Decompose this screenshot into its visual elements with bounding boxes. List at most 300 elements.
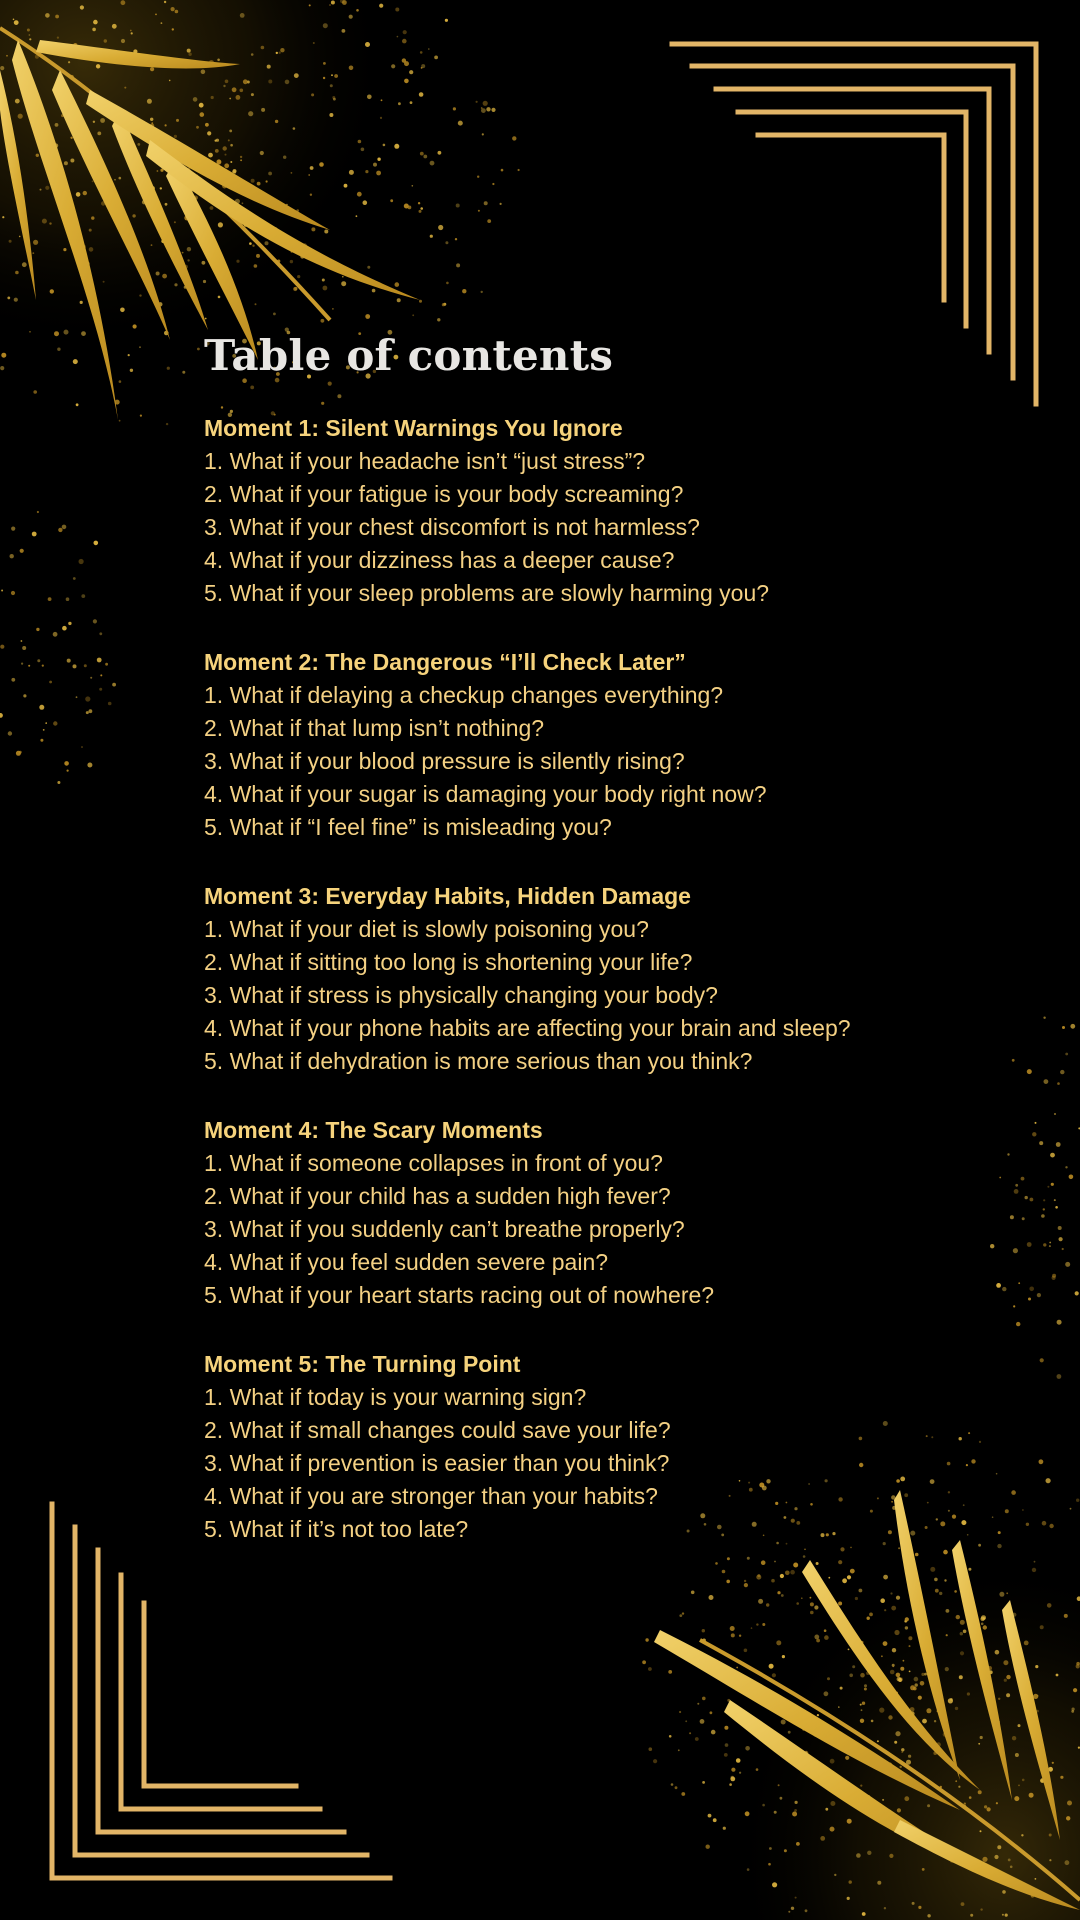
glitter-speck (774, 1811, 777, 1814)
glitter-speck (420, 207, 423, 210)
glitter-speck (702, 1629, 705, 1632)
glitter-speck (268, 172, 272, 176)
glitter-speck (32, 252, 34, 254)
page-title: Table of contents (204, 331, 614, 380)
section-heading: Moment 2: The Dangerous “I’ll Check Later” (204, 649, 686, 675)
glitter-speck (955, 1780, 957, 1782)
glitter-speck (1014, 1796, 1019, 1801)
glitter-speck (922, 1719, 927, 1724)
glitter-speck (49, 222, 51, 224)
glitter-speck (42, 665, 44, 667)
glitter-speck (162, 274, 167, 279)
glitter-speck (1032, 1568, 1036, 1572)
glitter-speck (215, 140, 217, 142)
glitter-speck (912, 1902, 915, 1905)
glitter-speck (438, 151, 442, 155)
glitter-speck (40, 739, 43, 742)
glitter-speck (1062, 1248, 1064, 1250)
glitter-speck (1029, 1287, 1034, 1292)
glitter-speck (15, 271, 19, 275)
glitter-speck (11, 527, 15, 531)
glitter-speck (23, 694, 26, 697)
glitter-speck (224, 163, 229, 168)
list-item: 5. What if “I feel fine” is misleading you? (204, 814, 612, 840)
glitter-speck (404, 79, 409, 84)
glitter-speck (10, 554, 14, 558)
glitter-speck (1012, 1736, 1016, 1740)
glitter-speck (230, 144, 233, 147)
glitter-speck (679, 1614, 682, 1617)
glitter-speck (869, 1613, 873, 1617)
glitter-speck (747, 1868, 750, 1871)
list-item: 1. What if someone collapses in front of you? (204, 1150, 663, 1176)
glitter-speck (430, 161, 435, 166)
glitter-speck (795, 1897, 797, 1899)
glitter-speck (419, 210, 422, 213)
glitter-speck (330, 84, 333, 87)
glitter-speck (980, 1830, 982, 1832)
glitter-speck (377, 158, 380, 161)
glitter-speck (236, 95, 241, 100)
glitter-speck (999, 1592, 1004, 1597)
glitter-speck (349, 15, 353, 19)
glitter-speck (1047, 1186, 1049, 1188)
glitter-speck (76, 696, 78, 698)
glitter-speck (397, 36, 399, 38)
glitter-speck (108, 702, 112, 706)
glitter-speck (394, 144, 399, 149)
glitter-speck (792, 1812, 797, 1817)
glitter-speck (208, 153, 213, 158)
glitter-speck (708, 1814, 712, 1818)
glitter-speck (669, 1735, 672, 1738)
glitter-speck (367, 95, 372, 100)
glitter-speck (824, 1629, 827, 1632)
glitter-speck (252, 245, 254, 247)
glitter-speck (218, 222, 223, 227)
glitter-speck (124, 87, 126, 89)
glitter-speck (1049, 1834, 1052, 1837)
glitter-speck (207, 131, 211, 135)
list-item: 2. What if your child has a sudden high fever? (204, 1183, 671, 1209)
glitter-speck (261, 108, 265, 112)
glitter-speck (830, 1827, 835, 1832)
glitter-speck (745, 1746, 750, 1751)
glitter-speck (174, 221, 176, 223)
glitter-speck (905, 1626, 908, 1629)
glitter-speck (958, 1786, 960, 1788)
glitter-speck (11, 591, 15, 595)
glitter-speck (160, 187, 162, 189)
glitter-speck (331, 74, 333, 76)
glitter-speck (1043, 1199, 1045, 1201)
glitter-speck (1056, 1142, 1061, 1147)
list-item: 1. What if today is your warning sign? (204, 1384, 587, 1410)
glitter-speck (909, 1645, 911, 1647)
glitter-speck (365, 42, 370, 47)
glitter-speck (824, 1691, 829, 1696)
glitter-speck (256, 254, 260, 258)
glitter-speck (58, 528, 62, 532)
glitter-speck (81, 331, 86, 336)
glitter-speck (1039, 1141, 1043, 1145)
glitter-speck (171, 7, 175, 11)
glitter-speck (518, 169, 520, 171)
glitter-speck (724, 1753, 728, 1757)
glitter-speck (397, 298, 401, 302)
glitter-speck (187, 247, 191, 251)
glitter-speck (421, 67, 423, 69)
glitter-speck (723, 1827, 726, 1830)
glitter-speck (193, 97, 198, 102)
glitter-speck (1040, 1358, 1044, 1362)
glitter-speck (43, 729, 45, 731)
glitter-speck (884, 1609, 886, 1611)
glitter-speck (1057, 1320, 1062, 1325)
glitter-speck (119, 177, 122, 180)
glitter-speck (948, 1698, 953, 1703)
glitter-speck (1002, 1890, 1006, 1894)
glitter-speck (128, 354, 130, 356)
glitter-speck (860, 1719, 864, 1723)
glitter-speck (155, 14, 157, 16)
glitter-speck (768, 1863, 771, 1866)
list-item: 3. What if stress is physically changing your body? (204, 982, 718, 1008)
glitter-speck (45, 13, 50, 18)
glitter-speck (1026, 1523, 1029, 1526)
glitter-speck (342, 29, 346, 33)
glitter-speck (21, 663, 23, 665)
glitter-speck (22, 646, 26, 650)
list-item: 2. What if your fatigue is your body screaming? (204, 481, 684, 507)
glitter-speck (229, 130, 232, 133)
glitter-speck (830, 1759, 835, 1764)
glitter-speck (817, 1714, 819, 1716)
glitter-speck (68, 622, 71, 625)
glitter-speck (255, 303, 257, 305)
list-item: 3. What if your chest discomfort is not harmless? (204, 514, 700, 540)
glitter-speck (130, 30, 132, 32)
glitter-speck (679, 1711, 681, 1713)
glitter-speck (1034, 1561, 1036, 1563)
glitter-speck (1028, 1298, 1031, 1301)
glitter-speck (57, 781, 60, 784)
glitter-speck (64, 761, 69, 766)
glitter-speck (713, 1818, 717, 1822)
glitter-speck (37, 659, 40, 662)
glitter-speck (201, 70, 206, 75)
glitter-speck (1040, 1625, 1044, 1629)
glitter-speck (42, 219, 47, 224)
glitter-speck (53, 721, 57, 725)
glitter-speck (825, 1808, 828, 1811)
glitter-speck (11, 678, 15, 682)
glitter-speck (960, 1632, 963, 1635)
glitter-speck (910, 1685, 915, 1690)
glitter-speck (1042, 1521, 1047, 1526)
glitter-speck (645, 1638, 648, 1641)
glitter-speck (91, 216, 94, 219)
glitter-speck (379, 4, 383, 8)
list-item: 1. What if delaying a checkup changes everything? (204, 682, 724, 708)
glitter-speck (830, 1801, 835, 1806)
glitter-speck (260, 151, 264, 155)
glitter-speck (210, 206, 214, 210)
glitter-speck (442, 303, 445, 306)
glitter-speck (1010, 1866, 1013, 1869)
glitter-speck (1073, 1688, 1077, 1692)
glitter-speck (1024, 1641, 1029, 1646)
glitter-speck (19, 751, 22, 754)
glitter-speck (293, 127, 296, 130)
glitter-speck (133, 324, 137, 328)
glitter-speck (276, 52, 278, 54)
glitter-speck (824, 1635, 829, 1640)
glitter-speck (897, 1808, 901, 1812)
glitter-speck (402, 39, 407, 44)
glitter-speck (849, 1880, 852, 1883)
glitter-speck (909, 1671, 911, 1673)
glitter-speck (796, 1602, 799, 1605)
glitter-speck (13, 19, 15, 21)
glitter-speck (978, 1743, 980, 1745)
glitter-speck (248, 111, 253, 116)
list-item: 3. What if prevention is easier than you think? (204, 1450, 670, 1476)
glitter-speck (860, 1704, 862, 1706)
glitter-speck (1076, 1662, 1080, 1666)
glitter-speck (1065, 1166, 1067, 1168)
glitter-speck (730, 1626, 735, 1631)
glitter-speck (90, 677, 92, 679)
glitter-speck (889, 1854, 893, 1858)
glitter-speck (1025, 1196, 1028, 1199)
glitter-speck (45, 722, 47, 724)
glitter-speck (1065, 1262, 1070, 1267)
glitter-speck (291, 172, 293, 174)
glitter-speck (68, 61, 70, 63)
glitter-speck (784, 1849, 787, 1852)
glitter-speck (960, 1620, 965, 1625)
glitter-speck (266, 180, 268, 182)
glitter-speck (211, 96, 214, 99)
glitter-speck (649, 1747, 653, 1751)
glitter-speck (381, 99, 383, 101)
glitter-speck (653, 1759, 657, 1763)
glitter-speck (905, 1617, 909, 1621)
glitter-speck (675, 1786, 678, 1789)
glitter-speck (150, 118, 153, 121)
glitter-speck (395, 8, 399, 12)
glitter-speck (697, 1703, 699, 1705)
glitter-speck (482, 133, 484, 135)
glitter-speck (969, 1796, 972, 1799)
glitter-speck (215, 149, 219, 153)
glitter-speck (240, 159, 242, 161)
glitter-speck (861, 1709, 863, 1711)
glitter-speck (1049, 1859, 1051, 1861)
glitter-speck (458, 121, 463, 126)
glitter-speck (283, 156, 286, 159)
glitter-speck (695, 1737, 699, 1741)
glitter-speck (410, 101, 413, 104)
glitter-speck (1049, 1524, 1053, 1528)
glitter-speck (731, 1633, 735, 1637)
glitter-speck (1005, 1914, 1008, 1917)
glitter-speck (267, 65, 271, 69)
glitter-speck (762, 1804, 765, 1807)
glitter-speck (827, 1677, 830, 1680)
glitter-speck (758, 1599, 763, 1604)
glitter-speck (1027, 1069, 1032, 1074)
glitter-speck (1039, 1459, 1044, 1464)
glitter-speck (309, 4, 311, 6)
glitter-speck (834, 1874, 836, 1876)
glitter-speck (223, 146, 227, 150)
glitter-speck (329, 4, 331, 6)
glitter-speck (1037, 1293, 1041, 1297)
glitter-speck (996, 1802, 998, 1804)
glitter-speck (54, 331, 59, 336)
glitter-speck (0, 713, 3, 718)
glitter-speck (218, 296, 221, 299)
glitter-speck (402, 58, 406, 62)
glitter-speck (897, 1677, 902, 1682)
glitter-speck (323, 23, 328, 28)
glitter-speck (157, 170, 159, 172)
glitter-speck (240, 89, 244, 93)
glitter-speck (112, 24, 117, 29)
glitter-speck (744, 1649, 748, 1653)
glitter-speck (1050, 1153, 1055, 1158)
glitter-speck (434, 56, 438, 60)
list-item: 5. What if your heart starts racing out of nowhere? (204, 1282, 715, 1308)
glitter-speck (1059, 1237, 1063, 1241)
glitter-speck (100, 118, 105, 123)
glitter-speck (1065, 1053, 1068, 1056)
glitter-speck (409, 70, 413, 74)
glitter-speck (805, 1909, 808, 1912)
glitter-speck (954, 1590, 957, 1593)
glitter-speck (187, 259, 189, 261)
section-heading: Moment 4: The Scary Moments (204, 1117, 543, 1143)
glitter-speck (879, 1708, 884, 1713)
glitter-speck (100, 674, 102, 676)
glitter-speck (956, 1615, 960, 1619)
glitter-speck (50, 289, 54, 293)
glitter-speck (970, 1914, 973, 1917)
glitter-speck (48, 597, 52, 601)
glitter-speck (934, 1720, 936, 1722)
glitter-speck (862, 1702, 865, 1705)
glitter-speck (776, 1640, 781, 1645)
section-moment-3 (204, 880, 1024, 1078)
section-moment-4 (204, 1114, 1024, 1312)
glitter-speck (14, 20, 19, 25)
glitter-speck (1057, 1374, 1062, 1379)
glitter-speck (445, 241, 448, 244)
glitter-speck (57, 37, 59, 39)
glitter-speck (1, 353, 6, 358)
glitter-speck (84, 664, 87, 667)
glitter-speck (903, 1660, 905, 1662)
glitter-speck (1006, 1675, 1010, 1679)
glitter-speck (223, 85, 225, 87)
glitter-speck (882, 1799, 884, 1801)
glitter-speck (22, 262, 27, 267)
glitter-speck (139, 346, 141, 348)
glitter-speck (251, 179, 255, 183)
glitter-speck (6, 55, 8, 57)
glitter-speck (182, 371, 185, 374)
glitter-speck (648, 1667, 652, 1671)
glitter-speck (21, 640, 23, 642)
glitter-speck (103, 281, 105, 283)
glitter-speck (92, 28, 96, 32)
glitter-speck (29, 331, 31, 333)
glitter-speck (249, 242, 252, 245)
glitter-speck (955, 1707, 958, 1710)
glitter-speck (203, 280, 206, 283)
glitter-speck (445, 19, 448, 22)
list-item: 2. What if small changes could save your life? (204, 1417, 671, 1443)
list-item: 1. What if your headache isn’t “just stress”? (204, 448, 646, 474)
glitter-speck (745, 1811, 750, 1816)
glitter-speck (105, 663, 108, 666)
glitter-speck (820, 1836, 825, 1841)
glitter-speck (762, 1623, 765, 1626)
glitter-speck (877, 1881, 881, 1885)
glitter-speck (225, 154, 227, 156)
glitter-speck (356, 9, 359, 12)
glitter-speck (225, 80, 229, 84)
glitter-speck (114, 179, 116, 181)
glitter-speck (310, 194, 312, 196)
glitter-speck (93, 20, 98, 25)
glitter-speck (87, 763, 92, 768)
glitter-speck (642, 1660, 646, 1664)
glitter-speck (73, 577, 76, 580)
glitter-speck (1006, 1592, 1008, 1594)
glitter-speck (915, 1683, 918, 1686)
glitter-speck (706, 1845, 710, 1849)
glitter-speck (476, 101, 478, 103)
glitter-speck (119, 380, 122, 383)
glitter-speck (176, 119, 179, 122)
glitter-speck (167, 367, 170, 370)
glitter-speck (29, 38, 31, 40)
glitter-speck (456, 204, 460, 208)
glitter-speck (983, 1625, 987, 1629)
glitter-speck (164, 1, 166, 3)
glitter-speck (921, 1673, 924, 1676)
glitter-speck (481, 291, 483, 293)
glitter-speck (1043, 1208, 1045, 1210)
glitter-speck (888, 1715, 892, 1719)
glitter-speck (877, 1740, 879, 1742)
glitter-speck (187, 49, 191, 53)
glitter-speck (275, 120, 278, 123)
glitter-speck (724, 1726, 728, 1730)
glitter-speck (893, 1666, 895, 1668)
list-item: 5. What if your sleep problems are slowly harming you? (204, 580, 770, 606)
glitter-speck (7, 297, 10, 300)
glitter-speck (788, 1731, 791, 1734)
glitter-speck (380, 117, 382, 119)
glitter-speck (668, 1670, 672, 1674)
glitter-speck (890, 1670, 895, 1675)
glitter-speck (205, 318, 207, 320)
glitter-speck (1043, 1243, 1046, 1246)
